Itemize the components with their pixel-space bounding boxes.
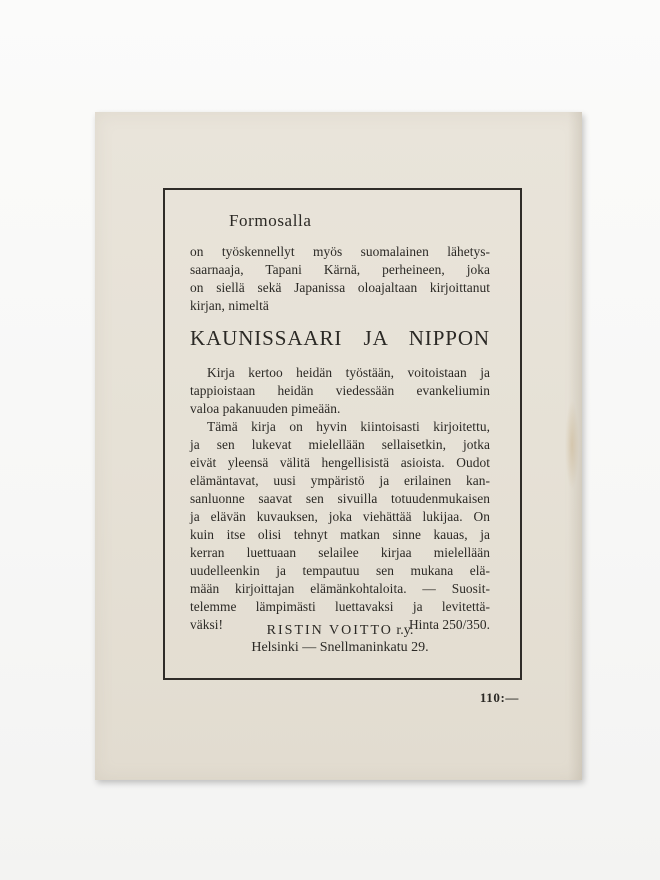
intro-line: saarnaaja, Tapani Kärnä, perheineen, joka: [190, 262, 490, 277]
publisher-line: [190, 623, 490, 639]
publisher-name: RISTIN VOITTO: [266, 623, 393, 638]
paragraph-line: ja elävän kuvauksen, joka viehättää lukijaa. On: [190, 509, 490, 524]
paragraph-line: telemme lämpimästi luettavaksi ja levitettä-: [190, 599, 490, 614]
paper-stain: [565, 400, 579, 490]
cover-price: 110:—: [479, 690, 519, 705]
publisher-address: Helsinki — Snellmaninkatu 29.: [251, 640, 429, 655]
paragraph-line: sanluonne saavat sen sivuilla totuudenmukaisen: [190, 491, 490, 506]
heading-formosalla: Formosalla: [229, 211, 312, 230]
intro-line: on siellä sekä Japanissa oloajaltaan kirjoittanut: [190, 280, 490, 295]
paragraph-line-last: väksi!: [190, 617, 224, 632]
paragraph-line: valoa pakanuuden pimeään.: [190, 401, 341, 416]
publisher-suffix: r.y.: [396, 623, 414, 638]
intro-line: kirjan, nimeltä: [190, 298, 269, 313]
paragraph-line: mään kirjoittajan elämänkohtaloita. — Suosit-: [190, 581, 490, 596]
paragraph-line: Kirja kertoo heidän työstään, voitoistaan ja: [207, 365, 490, 380]
paragraph-line: ja sen lukevat mielellään sellaisetkin, jotka: [190, 437, 490, 452]
paragraph-line: uudelleenkin ja tempautuu sen mukana elä-: [190, 563, 490, 578]
paragraph-line: Tämä kirja on hyvin kiintoisasti kirjoitettu,: [207, 419, 490, 434]
paragraph-line: kuin itse olisi tehnyt matkan sinne kauas, ja: [190, 527, 490, 542]
paragraph-line: tappioistaan heidän viedessään evankeliumin: [190, 383, 490, 398]
intro-line: on työskennellyt myös suomalainen lähetys-: [190, 244, 490, 259]
book-title: KAUNISSAARI JA NIPPON: [190, 326, 490, 350]
paragraph-line: kerran luettuaan selailee kirjaa mielellään: [190, 545, 490, 560]
paragraph-line: eivät yleensä välitä hengellisistä asioista. Oudot: [190, 455, 490, 470]
book-price: Hinta 250/350.: [408, 617, 490, 632]
paragraph-line: elämäntavat, uusi ympäristö ja erilainen kan-: [190, 473, 490, 488]
